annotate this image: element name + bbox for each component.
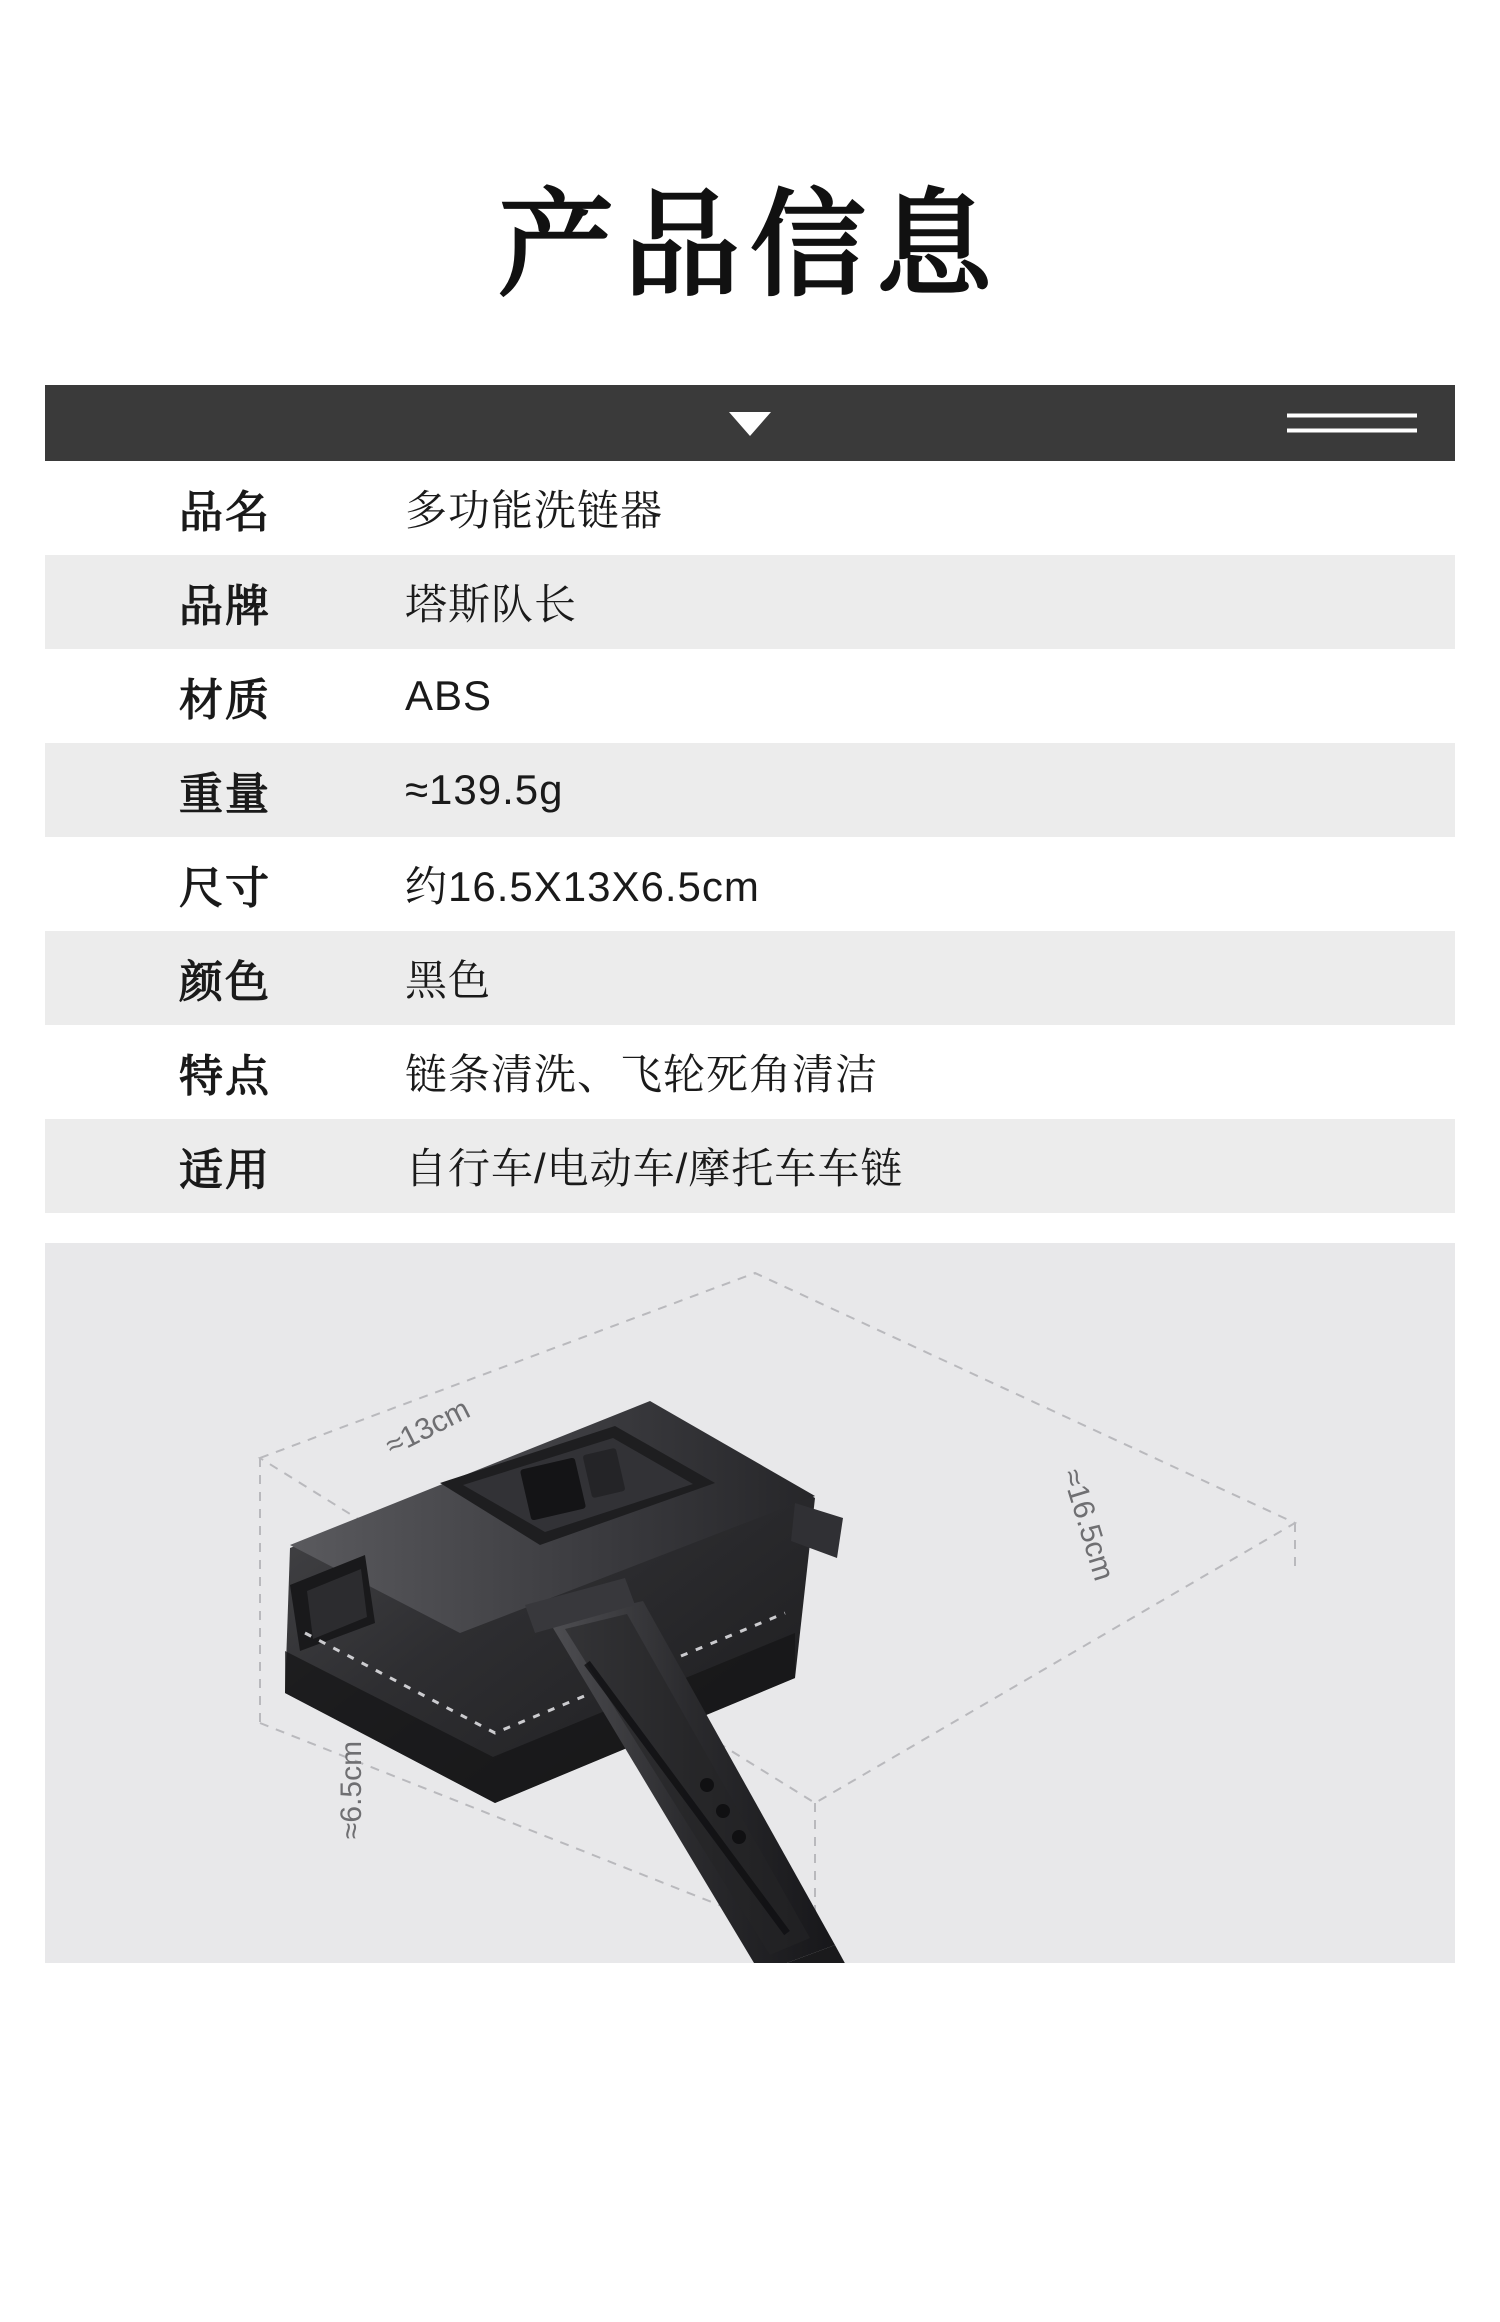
page-title: 产品信息 [498, 180, 1002, 310]
spec-value: 链条清洗、飞轮死角清洁 [405, 1050, 879, 1098]
spec-label: 品牌 [179, 581, 271, 631]
table-row [45, 931, 1455, 1025]
spec-label: 特点 [179, 1051, 271, 1101]
spec-value: 多功能洗链器 [405, 486, 664, 534]
chain-cleaner-device-illustration [195, 1333, 1315, 1963]
section-divider-bar [45, 385, 1455, 461]
triangle-down-icon [729, 412, 771, 436]
spec-label: 重量 [179, 769, 271, 819]
spec-value: ≈139.5g [405, 765, 564, 813]
hamburger-lines-icon [1287, 413, 1417, 432]
table-row [45, 1119, 1455, 1213]
table-row [45, 743, 1455, 837]
product-photo [45, 1243, 1455, 1963]
table-row [45, 461, 1455, 555]
table-row [45, 837, 1455, 931]
table-row [45, 649, 1455, 743]
spec-value: ABS [405, 671, 493, 719]
dimension-label-height: ≈6.5cm [335, 1740, 369, 1839]
spec-value: 黑色 [405, 956, 492, 1004]
table-row [45, 1025, 1455, 1119]
specification-table [45, 461, 1455, 1213]
spec-label: 尺寸 [179, 863, 271, 913]
spec-label: 适用 [179, 1145, 271, 1195]
dimension-label-length: ≈16.5cm [1055, 1464, 1121, 1585]
spec-value: 自行车/电动车/摩托车车链 [405, 1144, 904, 1192]
spec-label: 颜色 [179, 957, 271, 1007]
spec-label: 品名 [179, 487, 271, 537]
dimension-label-width: ≈13cm [380, 1392, 476, 1463]
spec-value: 塔斯队长 [405, 580, 578, 628]
spec-value: 约16.5X13X6.5cm [405, 862, 760, 910]
spec-label: 材质 [179, 675, 271, 725]
table-row [45, 555, 1455, 649]
page-title-container [0, 0, 1500, 310]
